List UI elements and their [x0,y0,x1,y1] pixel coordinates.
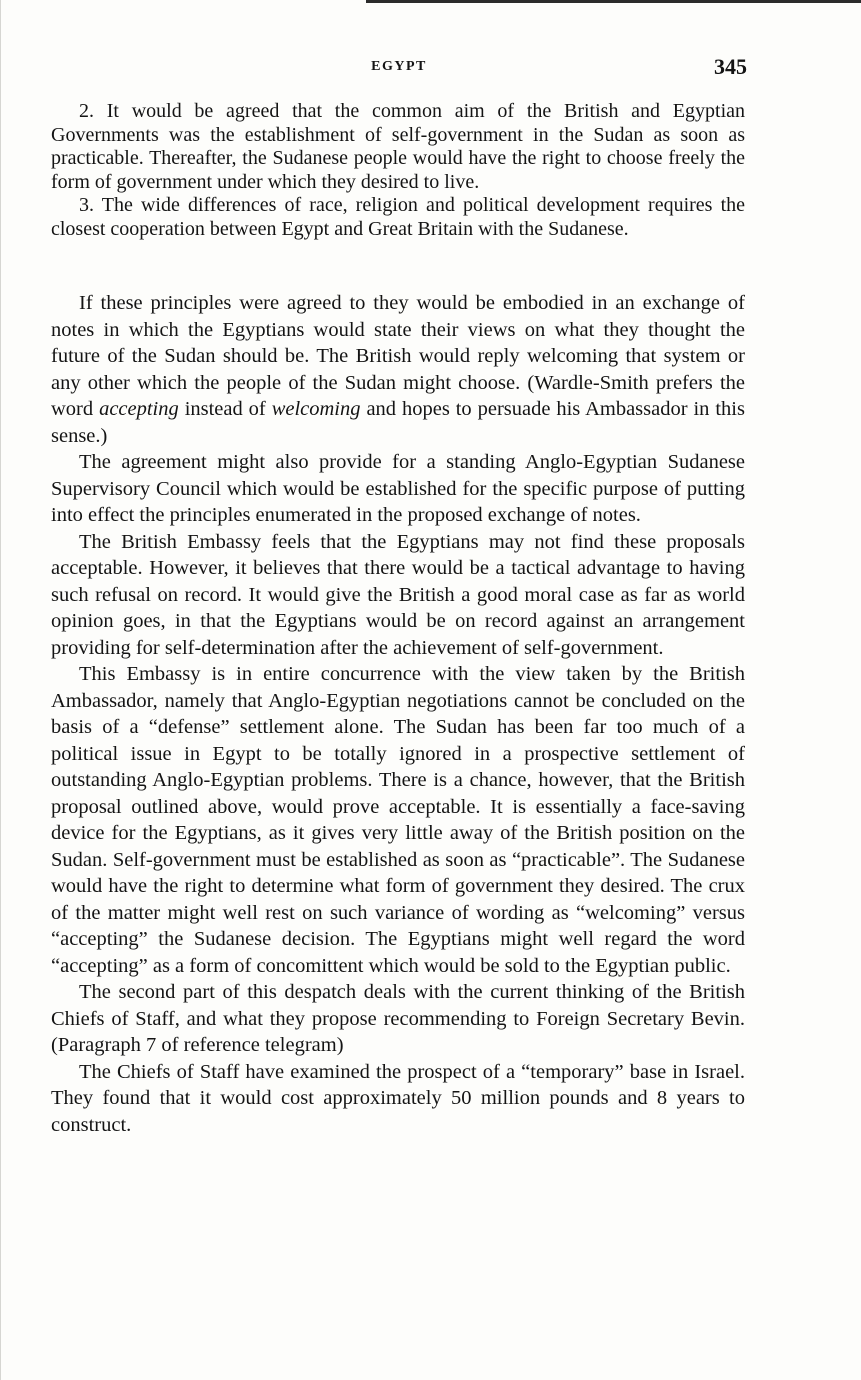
paragraph-exchange-of-notes [51,290,745,449]
emphasis-accepting: accepting [99,398,179,420]
top-rule [366,0,861,3]
body-text [51,290,745,1138]
numbered-point-2: 2. It would be agreed that the common aim of the British and Egyptian Governments was the establishment of self-government in the Sudan as soon as practicable. Thereafter, the Sudanese people would have the right to choose freely the form of government under which they desired to live. [51,100,745,193]
paragraph-temporary-base: The Chiefs of Staff have examined the prospect of a “temporary” base in Israel. They found that it would cost approximately 50 million pounds and 8 years to construct. [51,1060,745,1136]
paragraph-supervisory-council: The agreement might also provide for a standing Anglo-Egyptian Sudanese Supervisory Council which would be established for the specific purpose of putting into effect the principles enumerated in the proposed exchange of notes. [51,451,745,526]
paragraph-chiefs-of-staff: The second part of this despatch deals with the current thinking of the British Chiefs of Staff, and what they propose recommending to Foreign Secretary Bevin. (Paragraph 7 of reference telegram) [51,981,745,1056]
page-number: 345 [714,54,747,79]
paragraph-text: instead of [178,398,272,420]
numbered-points [51,100,745,241]
paragraph-text: and hopes to persuade his Ambassador in this sense.) [51,398,745,447]
paragraph-british-embassy: The British Embassy feels that the Egyptians may not find these proposals acceptable. However, it believes that there would be a tactical advantage to having such refusal on record. It would give the British a good moral case as far as world opinion goes, in that the Egyptians would be on record against an arrangement providing for self-determination after the achievement of self-government. [51,530,745,659]
paragraph-concurrence: This Embassy is in entire concurrence with the view taken by the British Ambassador, namely that Anglo-Egyptian negotiations cannot be concluded on the basis of a “defense” settlement alone. The Sudan has been far too much of a political issue in Egypt to be totally ignored in a prospective settlement of outstanding Anglo-Egyptian problems. There is a chance, however, that the British proposal outlined above, would prove acceptable. It is essentially a face-saving device for the Egyptians, as it gives very little away of the British position on the Sudan. Self-government must be established as soon as “practicable”. The Sudanese would have the right to determine what form of government they desired. The crux of the matter might well rest on such variance of wording as “welcoming” versus “accepting” the Sudanese decision. The Egyptians might well regard the word “accepting” as a form of concomittent which would be sold to the Egyptian public. [51,663,745,977]
running-head: EGYPT [371,59,427,74]
numbered-point-3: 3. The wide differences of race, religion and political development requires the closest cooperation between Egypt and Great Britain with the Sudanese. [51,194,745,240]
page-header [51,54,747,82]
paragraph-text: If these principles were agreed to they would be embodied in an exchange of notes in which the Egyptians would state their views on what they thought the future of the Sudan should be. The British would reply welcoming that system or any other which the people of the Sudan might choose. (Wardle-Smith prefers the word [51,292,745,420]
emphasis-welcoming: welcoming [271,398,361,420]
